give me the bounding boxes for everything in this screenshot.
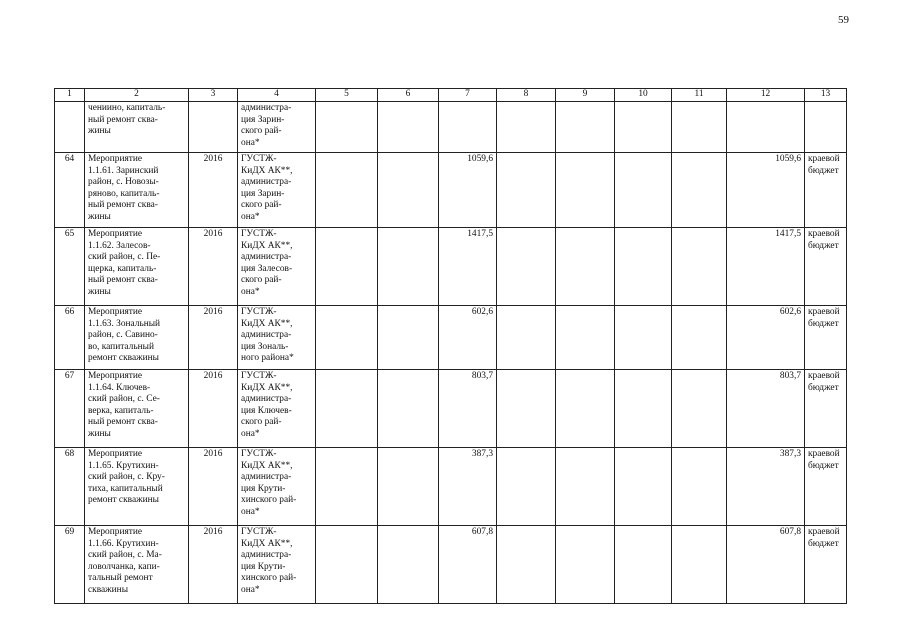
cell-col-13: краевой бюджет (805, 153, 847, 228)
empty-cell (316, 153, 378, 228)
cell-col-12: 607,8 (727, 526, 805, 604)
column-header: 1 (55, 89, 85, 102)
cell-col-2: чениино, капиталь- ный ремонт сква- жины (85, 102, 189, 153)
cell-col-3 (189, 102, 238, 153)
empty-cell (497, 153, 556, 228)
column-header: 12 (727, 89, 805, 102)
cell-col-3: 2016 (189, 153, 238, 228)
cell-col-13: краевой бюджет (805, 448, 847, 526)
cell-col-7: 607,8 (439, 526, 497, 604)
cell-col-1 (55, 102, 85, 153)
empty-cell (672, 102, 727, 153)
cell-col-4: администра- ция Зарин- ского рай- она* (238, 102, 316, 153)
empty-cell (556, 306, 615, 370)
empty-cell (672, 448, 727, 526)
column-header: 2 (85, 89, 189, 102)
empty-cell (615, 526, 672, 604)
cell-col-13: краевой бюджет (805, 306, 847, 370)
cell-col-7: 1417,5 (439, 228, 497, 306)
column-header: 10 (615, 89, 672, 102)
cell-col-2: Мероприятие 1.1.66. Крутихин- ский район, с. Ма- ловолчанка, капи- тальный ремонт скважины (85, 526, 189, 604)
cell-col-13 (805, 102, 847, 153)
cell-col-4: ГУСТЖ- КиДХ АК**, администра- ция Крути- хинского рай- она* (238, 526, 316, 604)
empty-cell (556, 370, 615, 448)
empty-cell (615, 153, 672, 228)
column-header: 8 (497, 89, 556, 102)
empty-cell (615, 102, 672, 153)
cell-col-12: 602,6 (727, 306, 805, 370)
cell-col-1: 65 (55, 228, 85, 306)
table-row (55, 153, 847, 228)
cell-col-2: Мероприятие 1.1.62. Залесов- ский район, с. Пе- щерка, капиталь- ный ремонт сква- жины (85, 228, 189, 306)
cell-col-7: 387,3 (439, 448, 497, 526)
empty-cell (497, 526, 556, 604)
cell-col-2: Мероприятие 1.1.65. Крутихин- ский район, с. Кру- тиха, капитальный ремонт скважины (85, 448, 189, 526)
cell-col-2: Мероприятие 1.1.61. Заринский район, с. Новозы- ряново, капиталь- ный ремонт сква- жины (85, 153, 189, 228)
table-row (55, 228, 847, 306)
cell-col-1: 66 (55, 306, 85, 370)
column-header: 9 (556, 89, 615, 102)
cell-col-3: 2016 (189, 370, 238, 448)
empty-cell (497, 448, 556, 526)
cell-col-1: 68 (55, 448, 85, 526)
empty-cell (497, 102, 556, 153)
empty-cell (378, 370, 439, 448)
table-row (55, 370, 847, 448)
empty-cell (378, 448, 439, 526)
table-row (55, 306, 847, 370)
cell-col-7 (439, 102, 497, 153)
column-header: 13 (805, 89, 847, 102)
empty-cell (615, 228, 672, 306)
page-number: 59 (838, 14, 849, 26)
cell-col-3: 2016 (189, 306, 238, 370)
cell-col-12 (727, 102, 805, 153)
cell-col-12: 803,7 (727, 370, 805, 448)
cell-col-3: 2016 (189, 228, 238, 306)
empty-cell (672, 370, 727, 448)
empty-cell (615, 448, 672, 526)
empty-cell (316, 228, 378, 306)
cell-col-13: краевой бюджет (805, 228, 847, 306)
table-row (55, 526, 847, 604)
empty-cell (556, 153, 615, 228)
column-header: 3 (189, 89, 238, 102)
column-header: 5 (316, 89, 378, 102)
empty-cell (316, 526, 378, 604)
empty-cell (672, 228, 727, 306)
empty-cell (672, 526, 727, 604)
cell-col-4: ГУСТЖ- КиДХ АК**, администра- ция Зарин- ского рай- она* (238, 153, 316, 228)
empty-cell (316, 306, 378, 370)
empty-cell (378, 228, 439, 306)
cell-col-4: ГУСТЖ- КиДХ АК**, администра- ция Крути- хинского рай- она* (238, 448, 316, 526)
empty-cell (316, 102, 378, 153)
column-header: 6 (378, 89, 439, 102)
empty-cell (378, 102, 439, 153)
cell-col-7: 602,6 (439, 306, 497, 370)
cell-col-13: краевой бюджет (805, 526, 847, 604)
empty-cell (497, 306, 556, 370)
cell-col-1: 69 (55, 526, 85, 604)
empty-cell (497, 370, 556, 448)
cell-col-3: 2016 (189, 448, 238, 526)
empty-cell (556, 448, 615, 526)
empty-cell (556, 102, 615, 153)
empty-cell (615, 370, 672, 448)
cell-col-4: ГУСТЖ- КиДХ АК**, администра- ция Ключев- ского рай- она* (238, 370, 316, 448)
cell-col-13: краевой бюджет (805, 370, 847, 448)
cell-col-1: 64 (55, 153, 85, 228)
table-row (55, 102, 847, 153)
empty-cell (556, 228, 615, 306)
program-table (54, 88, 847, 604)
cell-col-2: Мероприятие 1.1.63. Зональный район, с. Савино- во, капитальный ремонт скважины (85, 306, 189, 370)
column-header: 4 (238, 89, 316, 102)
empty-cell (556, 526, 615, 604)
cell-col-4: ГУСТЖ- КиДХ АК**, администра- ция Залесов- ского рай- она* (238, 228, 316, 306)
column-header: 7 (439, 89, 497, 102)
empty-cell (672, 306, 727, 370)
cell-col-2: Мероприятие 1.1.64. Ключев- ский район, с. Се- верка, капиталь- ный ремонт сква- жины (85, 370, 189, 448)
empty-cell (672, 153, 727, 228)
cell-col-4: ГУСТЖ- КиДХ АК**, администра- ция Зональ- ного района* (238, 306, 316, 370)
cell-col-12: 1059,6 (727, 153, 805, 228)
cell-col-1: 67 (55, 370, 85, 448)
empty-cell (316, 448, 378, 526)
cell-col-3: 2016 (189, 526, 238, 604)
cell-col-12: 387,3 (727, 448, 805, 526)
table-row (55, 448, 847, 526)
cell-col-12: 1417,5 (727, 228, 805, 306)
cell-col-7: 1059,6 (439, 153, 497, 228)
cell-col-7: 803,7 (439, 370, 497, 448)
header-row (55, 89, 847, 102)
empty-cell (378, 526, 439, 604)
empty-cell (316, 370, 378, 448)
empty-cell (615, 306, 672, 370)
empty-cell (497, 228, 556, 306)
column-header: 11 (672, 89, 727, 102)
empty-cell (378, 306, 439, 370)
empty-cell (378, 153, 439, 228)
